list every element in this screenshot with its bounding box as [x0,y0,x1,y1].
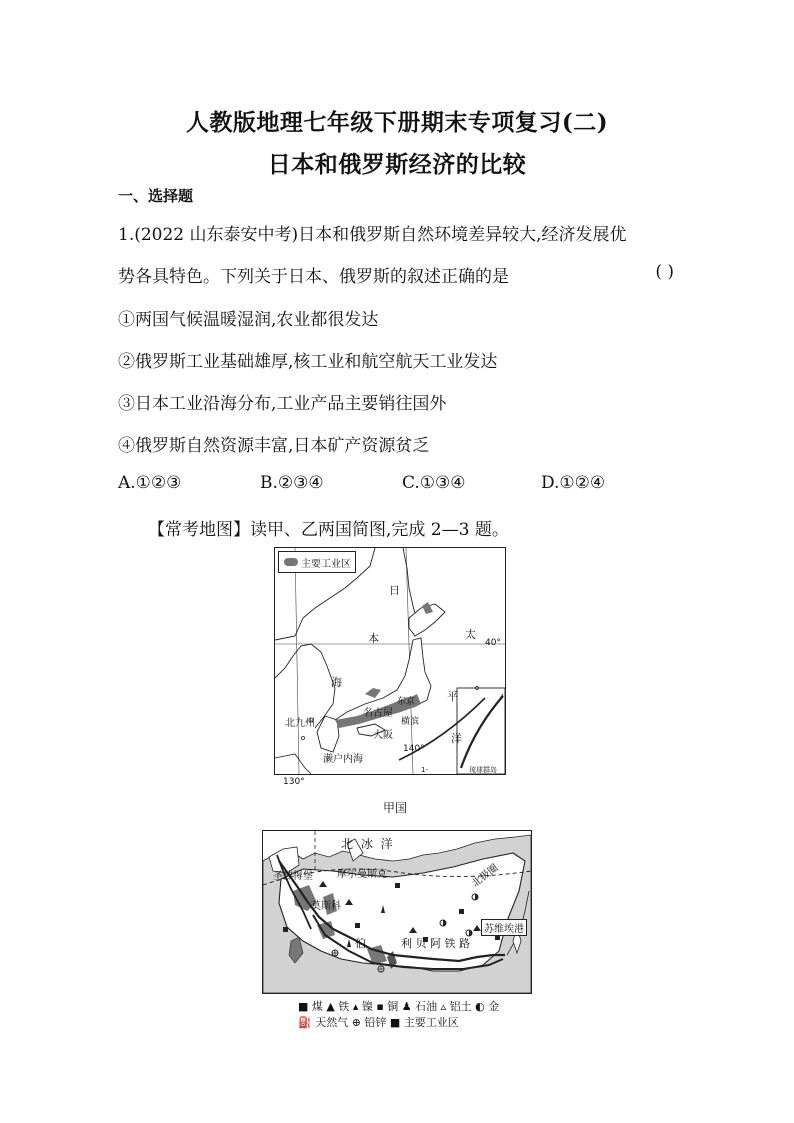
question-1-line-2: 势各具特色。下列关于日本、俄罗斯的叙述正确的是 [118,267,509,287]
statement-2: ②俄罗斯工业基础雄厚,核工业和航空航天工业发达 [118,352,498,372]
section-heading: 一、选择题 [118,187,194,205]
label-bottom-mark: 1- [421,766,428,774]
label-dongjing: 东京 [397,697,416,707]
label-bo: 伯 [355,937,366,950]
label-beijiuzhou: 北九州 [285,718,315,729]
russia-legend-row-2: ⛽ 天然气 ⊕ 铅锌 ■ 主要工业区 [298,1016,459,1029]
label-arctic-circle: 北极圈 [470,862,501,890]
page-title: 人教版地理七年级下册期末专项复习(二) [185,109,609,136]
label-ben: 本 [368,632,379,645]
option-c[interactable]: C.①③④ [402,473,466,493]
label-murmansk: 摩尔曼斯克 [337,869,387,880]
japan-map-caption: 甲国 [383,801,408,815]
answer-blank[interactable]: ( ) [655,262,674,282]
option-d[interactable]: D.①②④ [541,473,606,493]
japan-map [274,547,506,775]
statement-1: ①两国气候温暖湿润,农业都很发达 [118,310,379,330]
label-inset: 琉球群岛 [469,766,497,774]
statement-4: ④俄罗斯自然资源丰富,日本矿产资源贫乏 [118,436,430,456]
label-ri: 日 [389,584,400,597]
label-arctic-ocean: 北 冰 洋 [341,837,395,851]
question-1-line-1: 1.(2022 山东泰安中考)日本和俄罗斯自然环境差异较大,经济发展优 [118,225,627,245]
statement-3: ③日本工业沿海分布,工业产品主要销往国外 [118,394,447,414]
industry-legend-swatch [284,558,298,566]
label-lon140: 140° [403,744,425,754]
label-hengbin: 横滨 [401,717,420,727]
option-a[interactable]: A.①②③ [118,473,182,493]
japan-legend [278,551,356,573]
russia-map-drawing [263,831,531,993]
label-lat40: 40° [485,638,501,648]
label-laihu: 濑户内海 [323,754,363,765]
label-hai: 海 [331,676,342,689]
option-b[interactable]: B.②③④ [260,473,324,493]
label-sovetskaya-gavan: 苏维埃港 [481,919,527,936]
label-st-petersburg: 圣彼得堡 [273,871,313,882]
instruction: 【常考地图】读甲、乙两国简图,完成 2—3 题。 [148,520,509,540]
russia-legend-row-1: ■ 煤 ▲ 铁 ▴ 镍 ▪ 铜 ♟ 石油 ▵ 铝土 ◐ 金 [298,1000,500,1013]
page-subtitle: 日本和俄罗斯经济的比较 [267,151,527,178]
label-baikal-amur-railway: 利 贝 阿 铁 路 [401,937,470,950]
label-mingguwu: 名古屋 [363,708,393,719]
label-tai: 太 [465,628,476,641]
label-daban: 大阪 [373,730,393,741]
russia-map [262,830,532,994]
label-ping: 平 [447,690,458,703]
label-yang: 洋 [451,732,462,745]
japan-legend-label: 主要工业区 [301,559,351,570]
label-lon130: 130° [283,777,305,787]
label-moscow: 莫斯科 [311,901,341,912]
